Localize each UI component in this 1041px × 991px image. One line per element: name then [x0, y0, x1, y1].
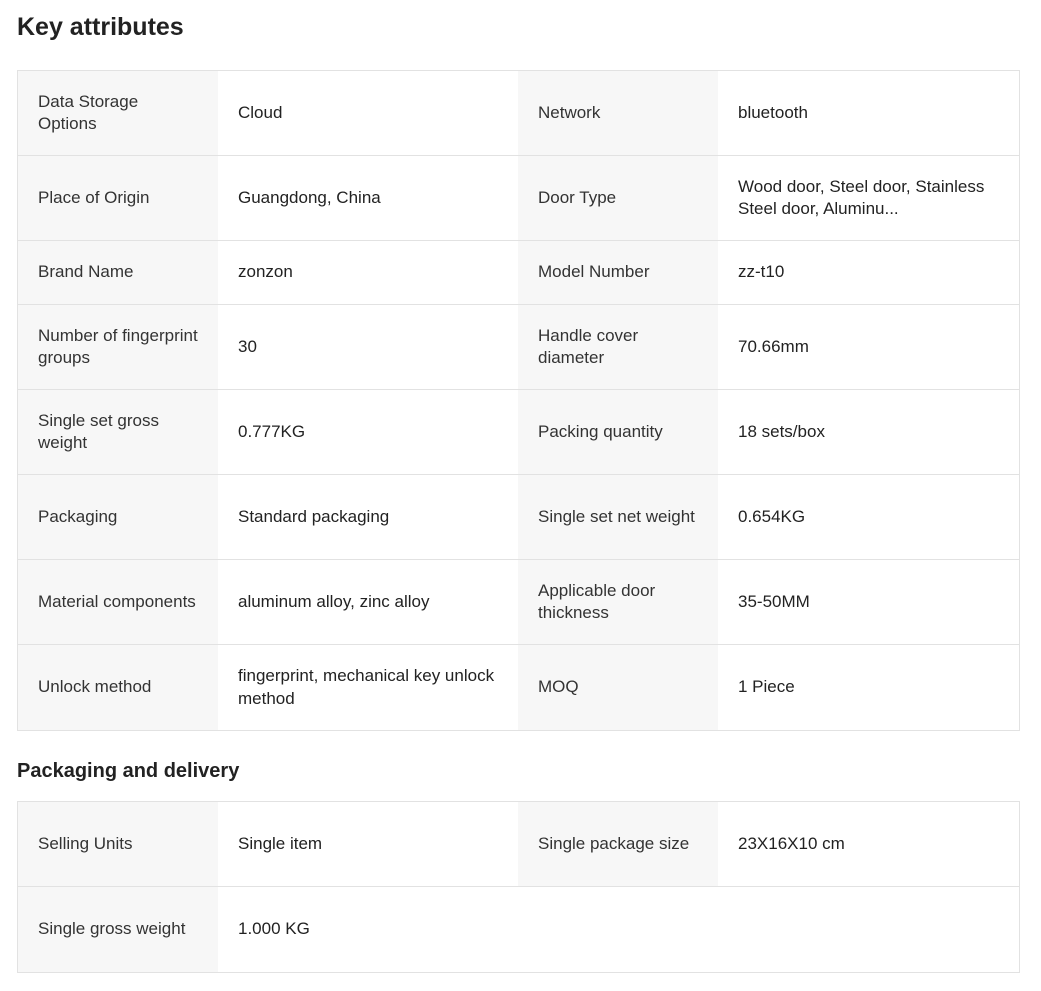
attribute-label: Network [518, 71, 718, 155]
packaging-delivery-table [17, 801, 1020, 973]
table-row [18, 156, 1019, 241]
attribute-value: fingerprint, mechanical key unlock method [218, 645, 518, 730]
table-row [18, 475, 1019, 560]
attribute-value: zz-t10 [718, 241, 1019, 304]
attribute-label: Single gross weight [18, 887, 218, 972]
attribute-value: Single item [218, 802, 518, 886]
key-attributes-title: Key attributes [17, 13, 184, 41]
attribute-label: Place of Origin [18, 156, 218, 240]
attribute-value: 1.000 KG [218, 887, 518, 972]
key-attributes-table [17, 70, 1020, 731]
attribute-value: 0.777KG [218, 390, 518, 474]
attribute-label: Single set gross weight [18, 390, 218, 474]
attribute-value: Cloud [218, 71, 518, 155]
attribute-label: Brand Name [18, 241, 218, 304]
empty-cell [718, 887, 1019, 972]
attribute-label: Applicable door thickness [518, 560, 718, 644]
attribute-value: 1 Piece [718, 645, 1019, 730]
attribute-value: Wood door, Steel door, Stainless Steel door, Aluminu... [718, 156, 1019, 240]
table-row [18, 390, 1019, 475]
attribute-label: Material components [18, 560, 218, 644]
table-row [18, 560, 1019, 645]
table-row [18, 887, 1019, 972]
attribute-label: Model Number [518, 241, 718, 304]
empty-cell [518, 887, 718, 972]
attribute-label: Unlock method [18, 645, 218, 730]
table-row [18, 802, 1019, 887]
attribute-label: Handle cover diameter [518, 305, 718, 389]
packaging-delivery-title: Packaging and delivery [17, 760, 240, 782]
attribute-label: Single package size [518, 802, 718, 886]
table-row [18, 71, 1019, 156]
attribute-label: MOQ [518, 645, 718, 730]
attribute-value: Standard packaging [218, 475, 518, 559]
attribute-value: 23X16X10 cm [718, 802, 1019, 886]
table-row [18, 645, 1019, 730]
attribute-label: Selling Units [18, 802, 218, 886]
table-row [18, 241, 1019, 305]
attribute-label: Single set net weight [518, 475, 718, 559]
attribute-label: Packing quantity [518, 390, 718, 474]
attribute-label: Number of fingerprint groups [18, 305, 218, 389]
attribute-value: 35-50MM [718, 560, 1019, 644]
attribute-value: bluetooth [718, 71, 1019, 155]
attribute-label: Data Storage Options [18, 71, 218, 155]
attribute-value: 0.654KG [718, 475, 1019, 559]
attribute-label: Door Type [518, 156, 718, 240]
table-row [18, 305, 1019, 390]
attribute-value: zonzon [218, 241, 518, 304]
attribute-label: Packaging [18, 475, 218, 559]
attribute-value: 30 [218, 305, 518, 389]
attribute-value: 18 sets/box [718, 390, 1019, 474]
attribute-value: aluminum alloy, zinc alloy [218, 560, 518, 644]
attribute-value: Guangdong, China [218, 156, 518, 240]
attribute-value: 70.66mm [718, 305, 1019, 389]
